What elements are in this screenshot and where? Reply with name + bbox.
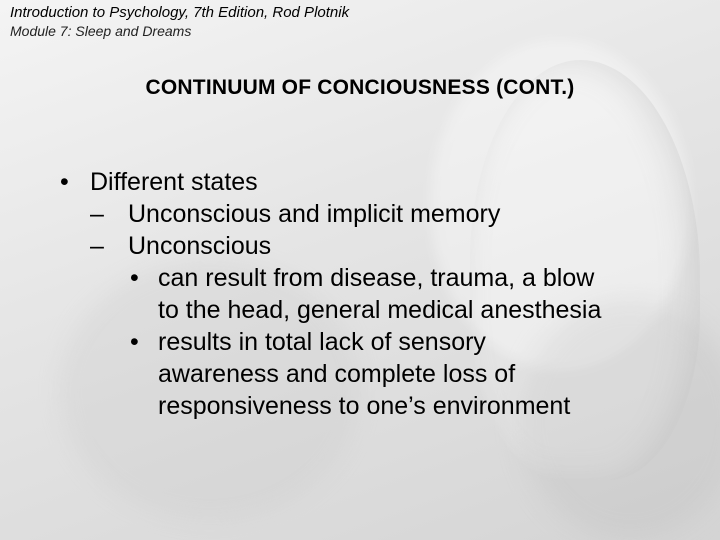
slide-title: CONTINUUM OF CONCIOUSNESS (CONT.) [145,76,575,99]
sub-bullet-text: Unconscious [128,232,272,260]
sub-sub-bullet-text: awareness and complete loss of [158,360,516,388]
sub-bullet-item [60,230,700,262]
sub-bullet-text: Unconscious and implicit memory [128,200,501,228]
bullet-item [60,166,700,198]
dash-marker: – [90,200,104,228]
sub-sub-bullet-text: to the head, general medical anesthesia [158,296,602,324]
sub-sub-bullet-text: results in total lack of sensory [158,328,486,356]
sub-bullet-item [60,198,700,230]
dash-marker: – [90,232,104,260]
sub-sub-bullet-text: responsiveness to one’s environment [158,392,571,420]
bullet-marker: • [130,328,139,356]
bullet-text: Different states [90,168,258,196]
bullet-marker: • [130,264,139,292]
book-title: Introduction to Psychology, 7th Edition, Rod Plotnik [10,4,350,21]
module-title: Module 7: Sleep and Dreams [10,23,192,39]
slide-header [10,4,349,40]
sub-sub-bullet-item [60,262,700,326]
bullet-list [60,166,700,422]
sub-sub-bullet-item [60,326,700,422]
bullet-marker: • [60,168,69,196]
sub-sub-bullet-text: can result from disease, trauma, a blow [158,264,595,292]
